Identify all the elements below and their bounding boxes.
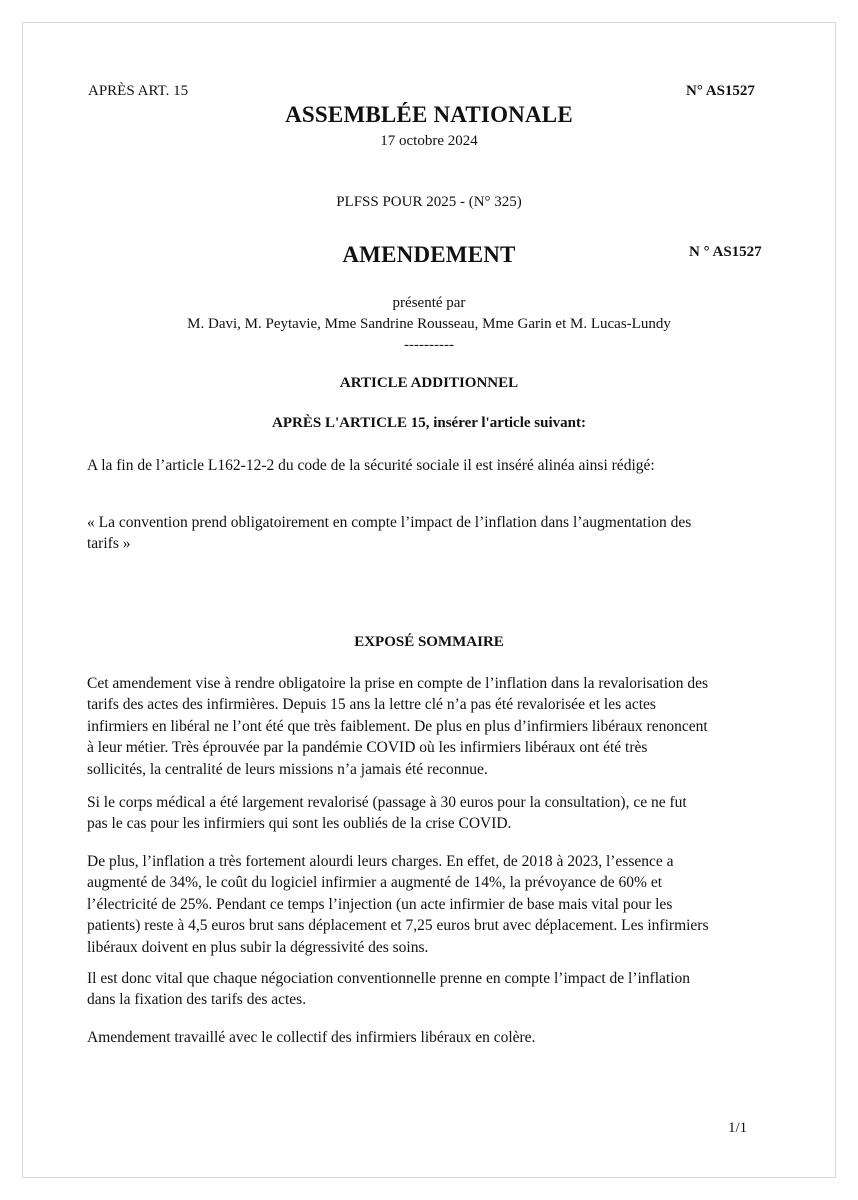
amendment-number: N ° AS1527 [689, 244, 762, 260]
text-line: infirmiers en libéral ne l’ont été que très faiblement. De plus en plus d’infirmiers libéraux renoncent [87, 717, 708, 735]
expose-paragraph-2 [87, 792, 777, 835]
text-line: tarifs des actes des infirmières. Depuis 15 ans la lettre clé n’a pas été revalorisée et les actes [87, 696, 656, 714]
document-date: 17 octobre 2024 [380, 133, 478, 149]
quote-line: « La convention prend obligatoirement en compte l’impact de l’inflation dans l’augmentation des [87, 514, 692, 531]
expose-paragraph-5 [87, 1027, 777, 1048]
text-line: Amendement travaillé avec le collectif des infirmiers libéraux en colère. [87, 1029, 536, 1046]
text-line: sollicités, la centralité de leurs missions n’a jamais été reconnue. [87, 760, 488, 778]
text-line: dans la fixation des tarifs des actes. [87, 991, 307, 1009]
text-line: De plus, l’inflation a très fortement alourdi leurs charges. En effet, de 2018 à 2023, l’essence a [87, 853, 674, 870]
article-instruction: APRÈS L'ARTICLE 15, insérer l'article suivant: [272, 415, 586, 431]
expose-paragraph-3 [87, 851, 777, 958]
authors: M. Davi, M. Peytavie, Mme Sandrine Rousseau, Mme Garin et M. Lucas-Lundy [187, 316, 671, 332]
text-line: à leur métier. Très éprouvée par la pandémie COVID où les infirmiers libéraux ont été très [87, 739, 648, 757]
text-line: patients) reste à 4,5 euros brut sans déplacement et 7,25 euros brut avec déplacement. Les infirmiers [87, 917, 709, 935]
expose-paragraph-4 [87, 968, 777, 1011]
article-reference: APRÈS ART. 15 [88, 83, 189, 99]
presented-by: présenté par [392, 295, 466, 311]
page-number: 1/1 [728, 1120, 748, 1136]
quote-line: tarifs » [87, 535, 131, 553]
text-line: augmenté de 34%, le coût du logiciel infirmier a augmenté de 14%, la prévoyance de 60% et [87, 874, 663, 892]
text-line: l’électricité de 25%. Pendant ce temps l’injection (un acte infirmier de base mais vital pour les [87, 895, 673, 913]
expose-heading: EXPOSÉ SOMMAIRE [354, 634, 504, 650]
text-line: Si le corps médical a été largement revalorisé (passage à 30 euros pour la consultation), ce ne fut [87, 794, 687, 811]
bill-reference: PLFSS POUR 2025 - (N° 325) [336, 194, 522, 210]
text-line: Cet amendement vise à rendre obligatoire la prise en compte de l’inflation dans la revalorisation des [87, 675, 709, 692]
text-line: pas le cas pour les infirmiers qui sont les oubliés de la crise COVID. [87, 815, 512, 833]
text-line: Il est donc vital que chaque négociation conventionnelle prenne en compte l’impact de l’inflation [87, 970, 690, 987]
assembly-title: ASSEMBLÉE NATIONALE [285, 102, 573, 127]
separator: ---------- [404, 337, 454, 353]
text-line: libéraux doivent en plus subir la dégressivité des soins. [87, 938, 429, 956]
article-quote [87, 512, 777, 555]
amendment-number-top: N° AS1527 [686, 83, 755, 99]
expose-paragraph-1 [87, 673, 777, 780]
article-heading: ARTICLE ADDITIONNEL [339, 375, 519, 391]
amendment-title: AMENDEMENT [342, 242, 516, 267]
article-intro: A la fin de l’article L162-12-2 du code de la sécurité sociale il est inséré alinéa ainsi rédigé: [87, 457, 655, 474]
